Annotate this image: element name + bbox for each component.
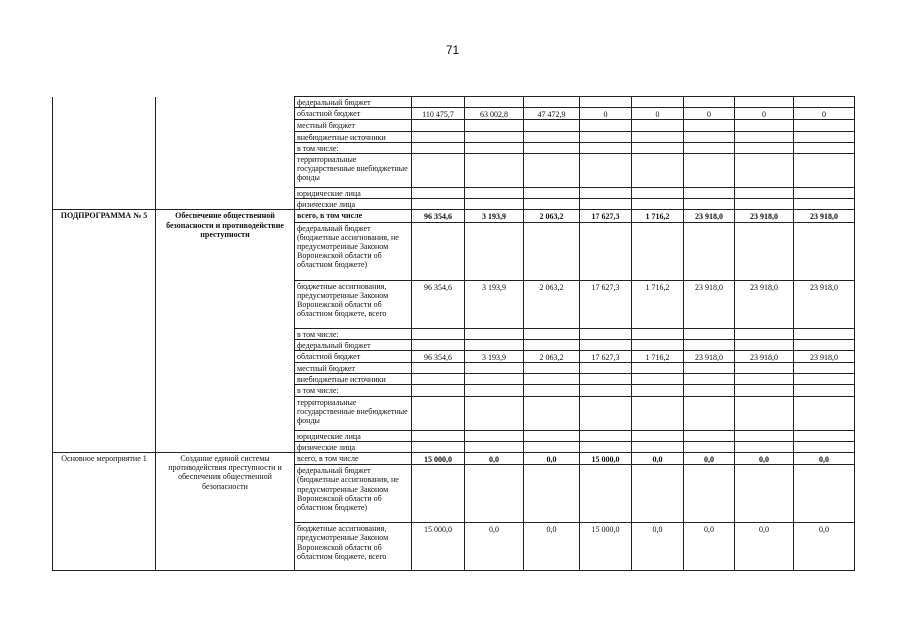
value-cell xyxy=(524,97,580,108)
value-cell: 0,0 xyxy=(735,453,794,465)
value-cell: 15 000,0 xyxy=(412,453,465,465)
source-label: федеральный бюджет (бюджетные ассигнования, не предусмотренные Законом Воронежской области об областном бюджете) xyxy=(295,222,412,280)
value-cell: 0 xyxy=(580,108,632,120)
value-cell: 0 xyxy=(735,108,794,120)
value-cell xyxy=(794,97,855,108)
source-label: физические лица xyxy=(295,441,412,452)
source-label: в том числе: xyxy=(295,328,412,339)
value-cell: 1 716,2 xyxy=(632,210,684,222)
value-cell: 0,0 xyxy=(684,523,735,571)
source-label: внебюджетные источники xyxy=(295,131,412,142)
value-cell: 3 193,9 xyxy=(465,280,524,328)
name-cell xyxy=(156,97,295,210)
source-label: местный бюджет xyxy=(295,363,412,374)
value-cell: 0,0 xyxy=(524,453,580,465)
table-row xyxy=(53,210,855,222)
value-cell: 96 354,6 xyxy=(412,280,465,328)
value-cell: 0 xyxy=(684,108,735,120)
source-label: федеральный бюджет xyxy=(295,339,412,350)
source-label: юридические лица xyxy=(295,430,412,441)
source-label: внебюджетные источники xyxy=(295,374,412,385)
value-cell xyxy=(412,97,465,108)
value-cell: 2 063,2 xyxy=(524,280,580,328)
table-row xyxy=(53,453,855,465)
source-label: федеральный бюджет xyxy=(295,97,412,108)
subprogram-label: ПОДПРОГРАММА № 5 xyxy=(53,210,156,453)
value-cell: 15 000,0 xyxy=(580,453,632,465)
value-cell: 0,0 xyxy=(794,523,855,571)
source-label: всего, в том числе xyxy=(295,453,412,465)
value-cell: 0,0 xyxy=(735,523,794,571)
value-cell: 2 063,2 xyxy=(524,210,580,222)
value-cell xyxy=(735,97,794,108)
source-label: местный бюджет xyxy=(295,120,412,131)
value-cell: 23 918,0 xyxy=(794,350,855,362)
value-cell xyxy=(632,97,684,108)
value-cell: 23 918,0 xyxy=(735,280,794,328)
value-cell: 17 627,3 xyxy=(580,210,632,222)
value-cell: 63 002,8 xyxy=(465,108,524,120)
value-cell: 23 918,0 xyxy=(684,350,735,362)
value-cell: 96 354,6 xyxy=(412,210,465,222)
value-cell: 17 627,3 xyxy=(580,280,632,328)
value-cell: 23 918,0 xyxy=(794,210,855,222)
value-cell: 0,0 xyxy=(684,453,735,465)
source-label: федеральный бюджет (бюджетные ассигнования, не предусмотренные Законом Воронежской области об областном бюджете) xyxy=(295,465,412,523)
value-cell: 47 472,9 xyxy=(524,108,580,120)
value-cell: 0 xyxy=(794,108,855,120)
budget-table xyxy=(52,96,855,571)
value-cell: 15 000,0 xyxy=(580,523,632,571)
page-number: 71 xyxy=(445,43,460,57)
value-cell: 96 354,6 xyxy=(412,350,465,362)
value-cell: 0,0 xyxy=(794,453,855,465)
program-cell xyxy=(53,97,156,210)
subprogram-name: Обеспечение общественной безопасности и противодействие преступности xyxy=(156,210,295,453)
value-cell: 0,0 xyxy=(465,523,524,571)
value-cell: 23 918,0 xyxy=(684,280,735,328)
table-row xyxy=(53,97,855,108)
value-cell: 110 475,7 xyxy=(412,108,465,120)
source-label: бюджетные ассигнования, предусмотренные Законом Воронежской области об областном бюджете, всего xyxy=(295,280,412,328)
source-label: территориальные государственные внебюджетные фонды xyxy=(295,153,412,187)
source-label: областной бюджет xyxy=(295,350,412,362)
source-label: физические лица xyxy=(295,199,412,210)
value-cell: 0,0 xyxy=(465,453,524,465)
value-cell: 23 918,0 xyxy=(794,280,855,328)
source-label: бюджетные ассигнования, предусмотренные Законом Воронежской области об областном бюджете, всего xyxy=(295,523,412,571)
value-cell xyxy=(684,97,735,108)
value-cell xyxy=(580,97,632,108)
value-cell: 2 063,2 xyxy=(524,350,580,362)
value-cell: 1 716,2 xyxy=(632,350,684,362)
value-cell: 0 xyxy=(632,108,684,120)
value-cell: 23 918,0 xyxy=(684,210,735,222)
value-cell: 1 716,2 xyxy=(632,280,684,328)
source-label: областной бюджет xyxy=(295,108,412,120)
source-label: в том числе: xyxy=(295,142,412,153)
source-label: всего, в том числе xyxy=(295,210,412,222)
activity-label: Основное мероприятие 1 xyxy=(53,453,156,571)
value-cell: 23 918,0 xyxy=(735,210,794,222)
value-cell: 0,0 xyxy=(524,523,580,571)
activity-name: Создание единой системы противодействия преступности и обеспечения общественной безопасности xyxy=(156,453,295,571)
value-cell: 15 000,0 xyxy=(412,523,465,571)
value-cell: 3 193,9 xyxy=(465,350,524,362)
value-cell: 17 627,3 xyxy=(580,350,632,362)
value-cell: 23 918,0 xyxy=(735,350,794,362)
value-cell: 0,0 xyxy=(632,523,684,571)
value-cell: 3 193,9 xyxy=(465,210,524,222)
source-label: юридические лица xyxy=(295,187,412,198)
value-cell: 0,0 xyxy=(632,453,684,465)
value-cell xyxy=(465,97,524,108)
source-label: территориальные государственные внебюджетные фонды xyxy=(295,396,412,430)
source-label: в том числе: xyxy=(295,385,412,396)
